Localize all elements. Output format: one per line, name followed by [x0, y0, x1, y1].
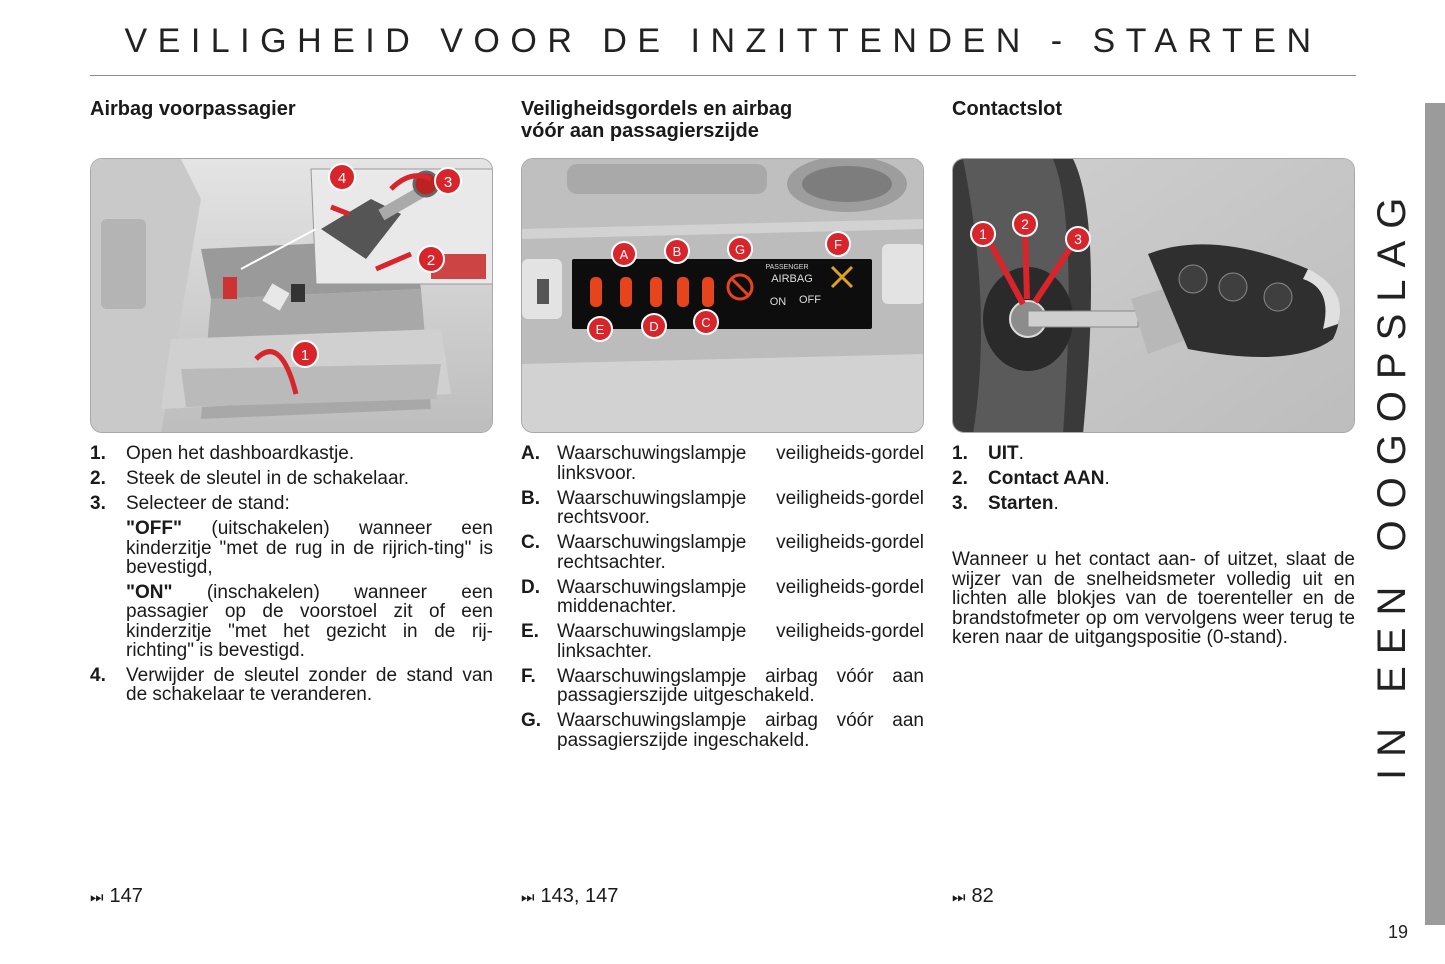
item-text — [988, 494, 1355, 514]
item-number: 1. — [90, 443, 106, 464]
item-text — [988, 469, 1355, 489]
item-text: Verwijder de sleutel zonder de stand van de schakelaar te veranderen. — [126, 664, 493, 705]
off-description — [90, 519, 493, 578]
item-suffix: . — [1053, 493, 1059, 514]
figure-callout-A: A — [619, 247, 629, 262]
figure-callout-C: C — [701, 315, 711, 330]
item-number: 2. — [952, 468, 968, 489]
figure-callout-1: 1 — [979, 226, 987, 242]
item-letter: E. — [521, 621, 539, 642]
item-number: 2. — [90, 468, 106, 489]
item-letter: B. — [521, 487, 540, 509]
section-heading: Airbag voorpassagier — [90, 98, 296, 120]
section-tab-label: IN EEN OOGOPSLAG — [1370, 185, 1414, 780]
reference-arrow-icon: ⏭ — [952, 889, 966, 906]
list-item — [521, 711, 924, 750]
item-text: Waarschuwingslampje airbag vóór aan passagierszijde uitgeschakeld. — [557, 665, 924, 706]
section-airbag-voorpassagier — [90, 98, 493, 705]
item-text: Waarschuwingslampje veiligheids-gordel linksvoor. — [557, 443, 924, 484]
on-label: "ON" — [126, 581, 173, 603]
list-item — [521, 667, 924, 706]
item-number: 3. — [90, 493, 106, 514]
reference-page: 143, 147 — [540, 885, 619, 907]
item-letter: C. — [521, 532, 540, 553]
section-tab-bar — [1425, 103, 1445, 925]
item-number: 3. — [952, 493, 968, 514]
page-number: 19 — [1388, 922, 1409, 942]
list-item — [521, 622, 924, 661]
item-text: Waarschuwingslampje airbag vóór aan passagierszijde ingeschakeld. — [557, 710, 924, 751]
reference-arrow-icon: ⏭ — [90, 889, 104, 906]
seatbelt-warning-panel-illustration — [521, 158, 924, 433]
ignition-positions-list — [952, 444, 1355, 519]
on-description — [90, 583, 493, 661]
section-heading — [521, 98, 924, 158]
figure-callout-2: 2 — [426, 252, 436, 269]
list-item — [521, 444, 924, 483]
position-label: UIT — [988, 443, 1019, 464]
section-heading-line2: vóór aan passagierszijde — [521, 120, 759, 142]
figure-callout-3: 3 — [1074, 231, 1082, 247]
list-item — [90, 444, 493, 464]
off-label: "OFF" — [126, 518, 183, 539]
page-reference-link[interactable] — [521, 885, 618, 908]
panel-airbag-label: AIRBAG — [771, 273, 813, 285]
figure-callout-E: E — [595, 322, 605, 337]
figure-callout-F: F — [834, 237, 842, 252]
panel-passenger-label: PASSENGER — [765, 264, 809, 271]
list-item — [90, 469, 493, 489]
title-divider — [90, 75, 1356, 76]
reference-page: 82 — [971, 885, 994, 907]
item-text: Selecteer de stand: — [126, 493, 290, 514]
reference-arrow-icon: ⏭ — [521, 889, 535, 906]
section-heading: Contactslot — [952, 98, 1062, 120]
figure-callout-2: 2 — [1021, 216, 1029, 232]
item-number: 1. — [952, 443, 968, 464]
section-contactslot — [952, 98, 1355, 648]
section-veiligheidsgordels — [521, 98, 924, 751]
on-text: (inschakelen) wanneer een passagier op de voorstoel zit of een kinderzitje "met het gezicht in de rij-richting" is bevestigd. — [126, 581, 493, 661]
list-item — [521, 578, 924, 617]
item-text: Waarschuwingslampje veiligheids-gordel linksachter. — [557, 621, 924, 662]
panel-off-label: OFF — [799, 294, 821, 306]
item-text: Waarschuwingslampje veiligheids-gordel middenachter. — [557, 576, 924, 617]
section-heading-line1: Veiligheidsgordels en airbag — [521, 98, 793, 120]
glovebox-airbag-switch-illustration — [90, 158, 493, 433]
reference-page: 147 — [109, 885, 143, 907]
figure-callout-B: B — [672, 244, 682, 259]
list-item — [90, 494, 493, 514]
list-item — [952, 469, 1355, 489]
panel-on-label: ON — [769, 296, 787, 308]
page-reference-link[interactable] — [90, 885, 143, 908]
item-text: Steek de sleutel in de schakelaar. — [126, 468, 410, 489]
warning-lamps-list — [521, 444, 924, 756]
figure-callout-D: D — [649, 319, 659, 334]
list-item — [90, 666, 493, 705]
item-letter: A. — [521, 443, 540, 464]
ignition-description: Wanneer u het contact aan- of uitzet, slaat de wijzer van de snelheidsmeter volledig uit en lichten alle blokjes van de toerenteller en de brandstofmeter op om vervolgens weer terug te keren naar de uitgangspositie (0-stand). — [952, 549, 1355, 648]
figure-callout-G: G — [734, 242, 746, 257]
item-text — [988, 444, 1355, 464]
item-text: Waarschuwingslampje veiligheids-gordel rechtsvoor. — [557, 487, 924, 528]
list-item — [952, 444, 1355, 464]
position-label: Starten — [988, 493, 1054, 514]
item-letter: D. — [521, 576, 540, 598]
item-text: Open het dashboardkastje. — [126, 443, 355, 464]
figure-callout-1: 1 — [300, 347, 310, 364]
position-label: Contact AAN — [988, 468, 1105, 489]
page-reference-link[interactable] — [952, 885, 994, 908]
list-item — [952, 494, 1355, 514]
item-letter: F. — [521, 665, 536, 687]
ignition-key-illustration — [952, 158, 1355, 433]
list-item — [521, 533, 924, 572]
off-text: (uitschakelen) wanneer een kinderzitje "met de rug in de rijrich-ting" is bevestigd, — [126, 518, 493, 578]
item-number: 4. — [90, 664, 106, 686]
figure-callout-4: 4 — [337, 170, 347, 187]
item-letter: G. — [521, 710, 542, 731]
item-text: Waarschuwingslampje veiligheids-gordel rechtsachter. — [557, 532, 924, 573]
item-suffix: . — [1104, 468, 1110, 489]
figure-callout-3: 3 — [443, 174, 453, 191]
item-suffix: . — [1018, 443, 1024, 464]
airbag-steps-list — [90, 444, 493, 710]
page-title: VEILIGHEID VOOR DE INZITTENDEN - STARTEN — [124, 22, 1322, 60]
list-item — [521, 489, 924, 528]
